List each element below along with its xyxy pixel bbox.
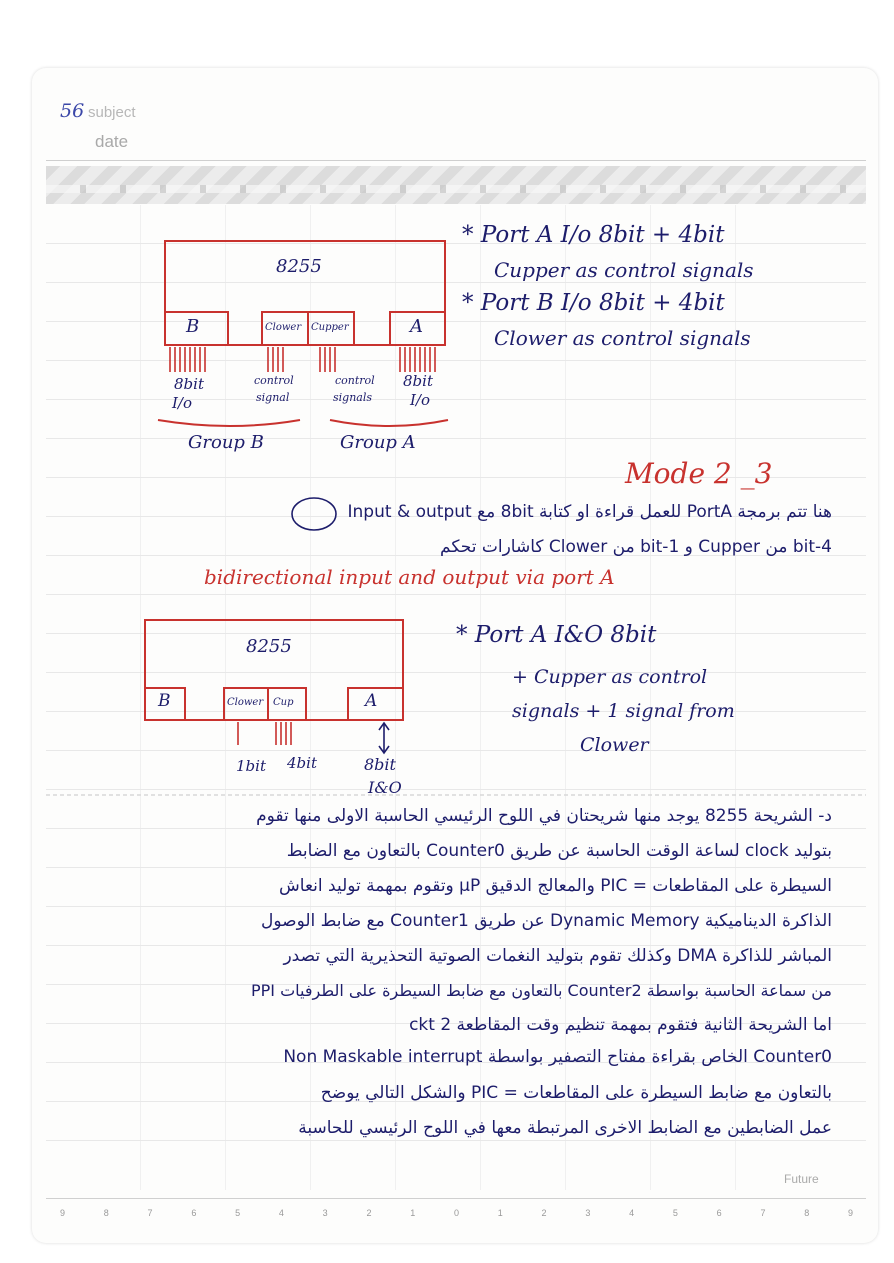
diagram1-note-4: Clower as control signals: [494, 326, 751, 350]
diagram2-cupper-bits: 4bit: [287, 754, 317, 772]
ruler-tick-label: 9: [848, 1208, 854, 1218]
diagram1-port-cupper: Cupper: [311, 322, 349, 333]
diagram2-note-1: * Port A I&O 8bit: [456, 622, 657, 648]
explanation-line-7: اما الشريحة الثانية فتقوم بمهمة تنظيم وقت المقاطعة ckt 2: [409, 1015, 832, 1035]
diagram2-port-a: A: [365, 691, 378, 711]
subject-label: subject: [88, 104, 136, 121]
ruler-tick-label: 1: [497, 1208, 503, 1218]
diagram1-cl-signal: signal: [256, 391, 290, 404]
diagram2-chip-label: 8255: [246, 636, 292, 657]
diagram1-a-bits: 8bit: [403, 372, 433, 390]
explanation-line-1: د- الشريحة 8255 يوجد منها شريحتان في اللوح الرئيسي الحاسبة الاولى منها تقوم: [256, 806, 832, 826]
diagram2-port-cup: Cup: [273, 697, 294, 708]
ruler-tick-label: 3: [585, 1208, 591, 1218]
mode2-line-2: 4-bit من Cupper و 1-bit من Clower كاشارات تحكم: [440, 537, 832, 557]
ruler-tick-label: 4: [278, 1208, 284, 1218]
ruler-tick-label: 3: [322, 1208, 328, 1218]
ruler-tick-label: 5: [672, 1208, 678, 1218]
explanation-line-3: السيطرة على المقاطعات = PIC والمعالج الدقيق µP وتقوم بمهمة توليد انعاش: [279, 876, 832, 896]
diagram1-cu-signals: signals: [333, 391, 373, 404]
diagram1-b-bits: 8bit: [174, 375, 204, 393]
page-number: 56: [60, 100, 85, 122]
explanation-line-2: بتوليد clock لساعة الوقت الحاسبة عن طريق Counter0 بالتعاون مع الضابط: [286, 841, 832, 861]
diagram1-note-2: Cupper as control signals: [494, 258, 754, 282]
ruler-tick-label: 6: [716, 1208, 722, 1218]
ruler-tick-label: 8: [103, 1208, 109, 1218]
explanation-line-4: الذاكرة الديناميكية Dynamic Memory عن طريق Counter1 مع ضابط الوصول: [261, 911, 832, 931]
explanation-line-8: Counter0 الخاص بقراءة مفتاح التصفير بواسطة Non Maskable interrupt: [283, 1047, 832, 1067]
diagram2-a-bits: 8bit: [364, 755, 396, 774]
ruler-tick-label: 5: [235, 1208, 241, 1218]
ruler-tick-label: 1: [410, 1208, 416, 1218]
diagram2-note-2: + Cupper as control: [512, 666, 708, 688]
ruler-tick-label: 4: [629, 1208, 635, 1218]
mode2-title: Mode 2 _3: [625, 457, 773, 490]
diagram1-chip-label: 8255: [276, 256, 322, 277]
ruler-tick-label: 7: [760, 1208, 766, 1218]
explanation-line-6: من سماعة الحاسبة بواسطة Counter2 بالتعاون مع ضابط السيطرة على الطرفيات PPI: [250, 981, 832, 1000]
ruler-tick-label: 8: [804, 1208, 810, 1218]
brand-logo: Future: [784, 1172, 819, 1186]
diagram2-port-clower: Clower: [227, 697, 264, 708]
diagram2-port-b: B: [158, 691, 171, 711]
ruler-tick-label: 9: [60, 1208, 66, 1218]
ruler-tick-label: 7: [147, 1208, 153, 1218]
group-b-label: Group B: [188, 432, 264, 453]
ruler-tick-label: 2: [366, 1208, 372, 1218]
group-a-label: Group A: [340, 432, 416, 453]
mode2-line-3: bidirectional input and output via port A: [204, 565, 615, 589]
diagram1-cl-control: control: [254, 374, 294, 387]
diagram1-b-io: I/o: [172, 394, 193, 412]
mode2-line-1: هنا تتم برمجة PortA للعمل قراءة او كتابة 8bit مع Input & output: [347, 502, 832, 522]
diagram1-port-a: A: [410, 316, 423, 337]
diagram2-note-3: signals + 1 signal from: [512, 700, 735, 722]
date-label: date: [95, 132, 129, 151]
ruler-line: [46, 1198, 866, 1199]
diagram1-cu-control: control: [335, 374, 375, 387]
diagram1-port-clower: Clower: [265, 322, 302, 333]
diagram2-clower-bits: 1bit: [236, 757, 266, 775]
explanation-line-10: عمل الضابطين مع الضابط الاخرى المرتبطة معها في اللوح الرئيسي للحاسبة: [298, 1118, 832, 1138]
ruler-tick-label: 6: [191, 1208, 197, 1218]
explanation-line-5: المباشر للذاكرة DMA وكذلك تقوم بتوليد النغمات الصوتية التحذيرية التي تصدر: [283, 946, 832, 966]
ruler-tick-label: 2: [541, 1208, 547, 1218]
diagram1-port-b: B: [186, 316, 200, 337]
explanation-line-9: بالتعاون مع ضابط السيطرة على المقاطعات = PIC والشكل التالي يوضح: [320, 1083, 832, 1103]
diagram2-a-io: I&O: [368, 778, 402, 797]
ruler-tick-label: 0: [454, 1208, 460, 1218]
diagram2-note-4: Clower: [580, 734, 649, 756]
diagram1-note-1: * Port A I/o 8bit + 4bit: [462, 222, 725, 248]
diagram1-note-3: * Port B I/o 8bit + 4bit: [462, 290, 725, 316]
diagram1-a-io: I/o: [410, 391, 431, 409]
